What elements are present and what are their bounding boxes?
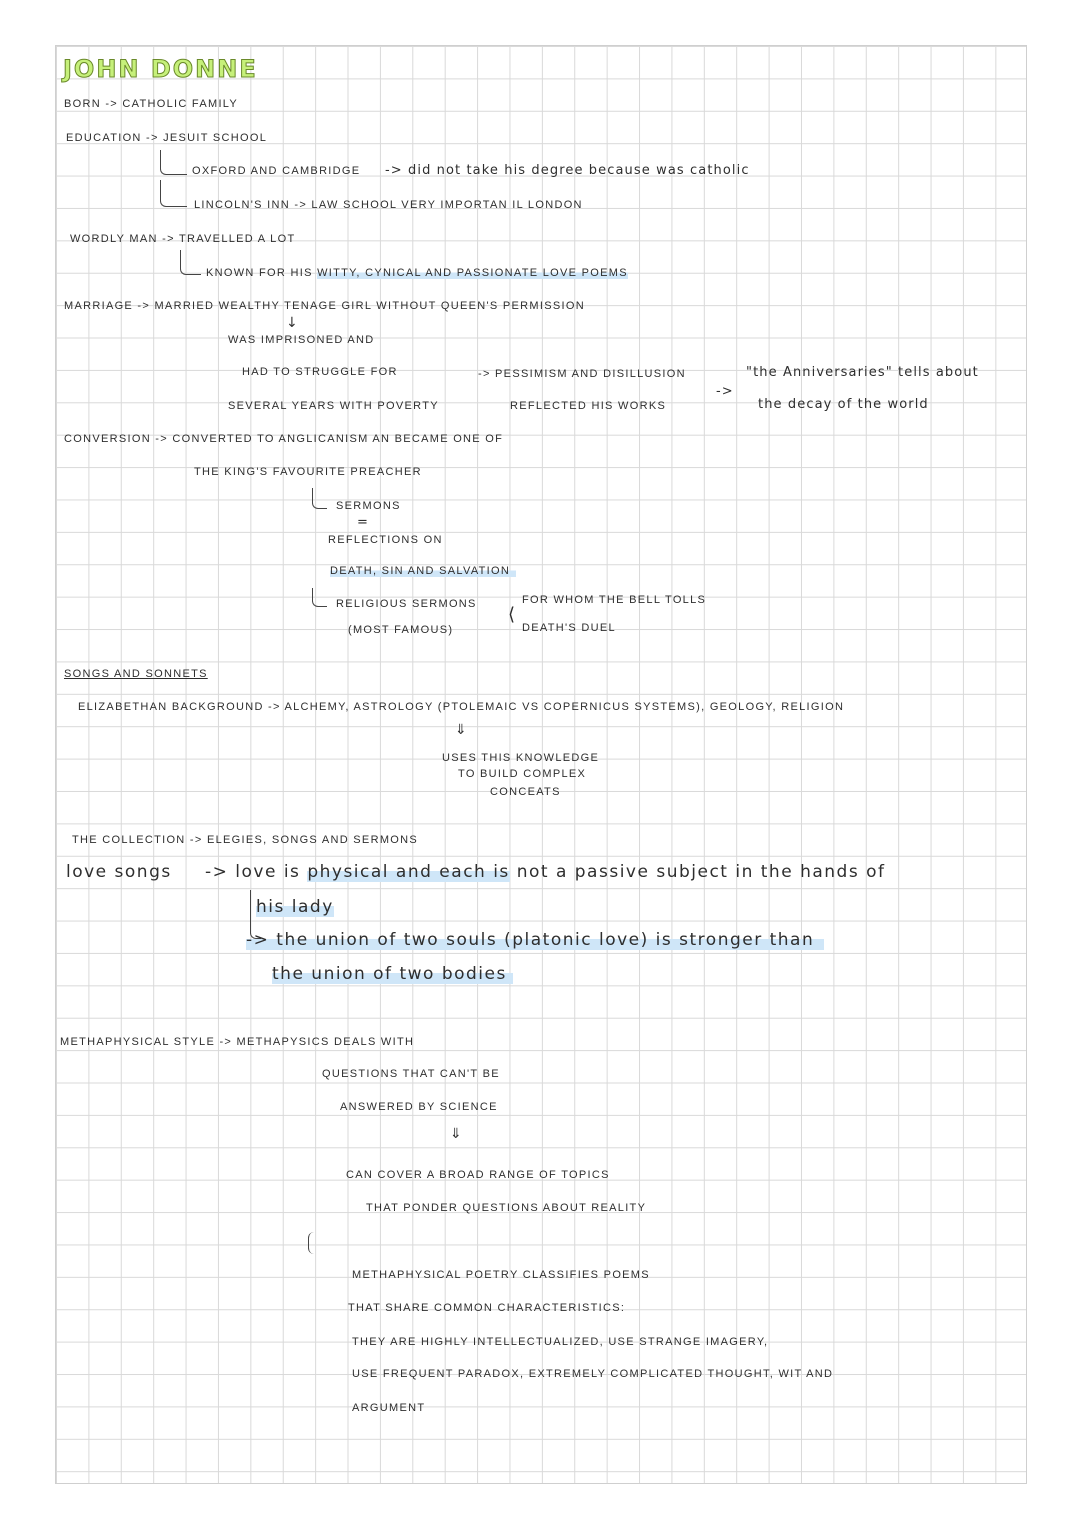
page-title: JOHN DONNE [63, 55, 258, 83]
lincoln-line: LINCOLN'S INN -> LAW SCHOOL VERY IMPORTAN IL LONDON [194, 199, 583, 211]
build-line: TO BUILD COMPLEX [458, 768, 587, 780]
songs-heading: SONGS AND SONNETS [64, 668, 208, 680]
wordly-line: WORDLY MAN -> TRAVELLED A LOT [70, 233, 296, 245]
share-line: THAT SHARE COMMON CHARACTERISTICS: [348, 1302, 626, 1314]
education-line: EDUCATION -> JESUIT SCHOOL [66, 132, 268, 144]
branch-bracket [160, 180, 187, 207]
love-line-1a: -> love is [205, 862, 301, 882]
equals-sign: = [357, 515, 369, 530]
collection-line: THE COLLECTION -> ELEGIES, SONGS AND SERMONS [72, 834, 419, 846]
ponder-line: THAT PONDER QUESTIONS ABOUT REALITY [366, 1202, 647, 1214]
branch-hook [308, 1232, 321, 1254]
most-famous-line: (MOST FAMOUS) [348, 624, 454, 636]
argument-line: ARGUMENT [352, 1402, 426, 1414]
anniversaries-line: "the Anniversaries" tells about [746, 365, 979, 380]
branch-bracket [160, 150, 187, 175]
struggle-line: HAD TO STRUGGLE FOR [242, 366, 398, 378]
oxford-line: OXFORD AND CAMBRIDGE [192, 165, 361, 177]
pessimism-line: -> PESSIMISM AND DISILLUSION [478, 368, 686, 380]
intellect-line: THEY ARE HIGHLY INTELLECTUALIZED, USE STRANGE IMAGERY, [352, 1336, 769, 1348]
love-line-2: his lady [256, 897, 334, 917]
branch-bracket [312, 488, 327, 509]
background-line: ELIZABETHAN BACKGROUND -> ALCHEMY, ASTROLOGY (PTOLEMAIC VS COPERNICUS SYSTEMS), GEOLOGY, RELIGION [78, 701, 845, 713]
death-sin-line: DEATH, SIN AND SALVATION [330, 565, 516, 577]
decay-line: the decay of the world [758, 397, 929, 412]
answered-line: ANSWERED BY SCIENCE [340, 1101, 498, 1113]
sermons-line: SERMONS [336, 500, 401, 512]
double-arrow-icon: ⇓ [450, 1126, 462, 1142]
love-line-1b: physical and each is [307, 862, 510, 882]
kings-line: THE KING'S FAVOURITE PREACHER [194, 466, 422, 478]
double-arrow-icon: ⇓ [455, 722, 467, 738]
cover-line: CAN COVER A BROAD RANGE OF TOPICS [346, 1169, 610, 1181]
oxford-note: -> did not take his degree because was catholic [385, 163, 750, 178]
branch-bracket [180, 250, 201, 275]
poverty-line: SEVERAL YEARS WITH POVERTY [228, 400, 439, 412]
bell-line: FOR WHOM THE BELL TOLLS [522, 594, 707, 606]
love-line-4: the union of two bodies [272, 964, 513, 984]
conceits-line: CONCEATS [490, 786, 561, 798]
known-label: KNOWN FOR HIS [206, 267, 313, 279]
arrow-right-icon: -> [716, 384, 734, 399]
known-highlight: WITTY, CYNICAL AND PASSIONATE LOVE POEMS [317, 267, 628, 279]
reflections-line: REFLECTIONS ON [328, 534, 443, 546]
reflected-line: REFLECTED HIS WORKS [510, 400, 667, 412]
duel-line: DEATH'S DUEL [522, 622, 616, 634]
poetry-line: METHAPHYSICAL POETRY CLASSIFIES POEMS [352, 1269, 650, 1281]
meta-heading: METHAPHYSICAL STYLE -> METHAPYSICS DEALS WITH [60, 1036, 415, 1048]
conversion-line: CONVERSION -> CONVERTED TO ANGLICANISM AN BECAME ONE OF [64, 433, 504, 445]
questions-line: QUESTIONS THAT CAN'T BE [322, 1068, 500, 1080]
love-songs-label: love songs [66, 862, 172, 882]
uses-line: USES THIS KNOWLEDGE [442, 752, 600, 764]
known-line [206, 267, 628, 279]
marriage-line: MARRIAGE -> MARRIED WEALTHY TENAGE GIRL WITHOUT QUEEN'S PERMISSION [64, 300, 585, 312]
love-line-1c: not a passive subject in the hands of [516, 862, 886, 882]
down-arrow-icon: ↓ [286, 315, 298, 331]
imprisoned-line: WAS IMPRISONED AND [228, 334, 375, 346]
love-line-3: -> the union of two souls (platonic love) is stronger than [246, 930, 824, 950]
born-line: BORN -> CATHOLIC FAMILY [64, 98, 239, 110]
brace-icon: ⟨ [508, 604, 517, 625]
paradox-line: USE FREQUENT PARADOX, EXTREMELY COMPLICATED THOUGHT, WIT AND [352, 1368, 834, 1380]
religious-line: RELIGIOUS SERMONS [336, 598, 477, 610]
branch-bracket [312, 588, 327, 607]
love-line-1 [205, 862, 885, 882]
